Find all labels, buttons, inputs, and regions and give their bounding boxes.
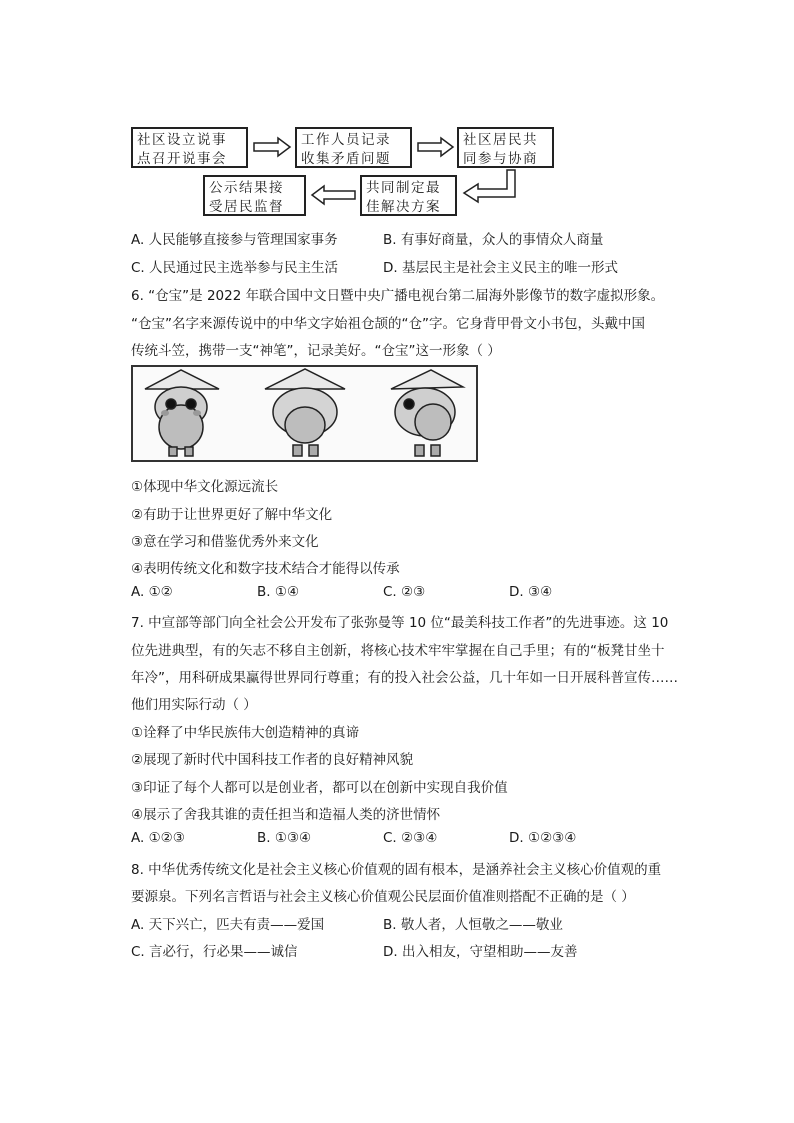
flow-box-3-line1: 社区居民共 (463, 132, 538, 148)
flow-box-4-line1: 共同制定最 (366, 180, 441, 196)
q7-option-d: D. ①②③④ (509, 830, 577, 846)
q7-stem-line4: 他们用实际行动（ ） (131, 697, 257, 713)
q7-statement-1: ①诠释了中华民族伟大创造精神的真谛 (131, 725, 360, 741)
flowchart-arrows (0, 0, 794, 240)
q7-statement-3: ③印证了每个人都可以是创业者，都可以在创新中实现自我价值 (131, 780, 508, 796)
q8-option-a: A. 天下兴亡，匹夫有责——爱国 (131, 917, 325, 933)
arrow-bend-left-icon (464, 170, 515, 202)
q6-option-b: B. ①④ (257, 584, 300, 600)
flow-box-4-line2: 佳解决方案 (366, 199, 441, 215)
q7-stem-line3: 年冷”，用科研成果赢得世界同行尊重；有的投入社会公益，几十年如一日开展科普宣传…… (131, 670, 678, 686)
q6-statement-3: ③意在学习和借鉴优秀外来文化 (131, 534, 319, 550)
q8-option-d: D. 出入相友，守望相助——友善 (383, 944, 578, 960)
q6-option-d: D. ③④ (509, 584, 553, 600)
arrow-left-icon (312, 186, 355, 204)
q6-option-a: A. ①② (131, 584, 173, 600)
q8-stem-line1: 8. 中华优秀传统文化是社会主义核心价值观的固有根本，是涵养社会主义核心价值观的重 (131, 862, 662, 878)
flow-box-1-line1: 社区设立说事 (137, 132, 227, 148)
q5-option-b: B. 有事好商量，众人的事情众人商量 (383, 232, 604, 248)
q7-option-c: C. ②③④ (383, 830, 438, 846)
flow-box-5-line1: 公示结果接 (209, 180, 284, 196)
flow-box-5-line2: 受居民监督 (209, 199, 284, 215)
q7-option-b: B. ①③④ (257, 830, 312, 846)
mascot-side-icon (391, 370, 463, 456)
flow-box-1-line2: 点召开说事会 (137, 151, 227, 167)
flow-box-2-line2: 收集矛盾问题 (301, 151, 391, 167)
flow-box-2-line1: 工作人员记录 (301, 132, 391, 148)
q7-statement-2: ②展现了新时代中国科技工作者的良好精神风貌 (131, 752, 414, 768)
q7-option-a: A. ①②③ (131, 830, 185, 846)
q6-stem-line1: 6. “仓宝”是 2022 年联合国中文日暨中央广播电视台第二届海外影像节的数字虚拟形象。 (131, 288, 665, 304)
flow-box-3-line2: 同参与协商 (463, 151, 538, 167)
q7-statement-4: ④展示了舍我其谁的责任担当和造福人类的济世情怀 (131, 807, 441, 823)
arrow-right-icon (254, 138, 290, 156)
q6-stem-line2: “仓宝”名字来源传说中的中华文字始祖仓颉的“仓”字。它身背甲骨文小书包，头戴中国 (131, 316, 645, 332)
q6-statement-2: ②有助于让世界更好了解中华文化 (131, 507, 333, 523)
q5-option-c: C. 人民通过民主选举参与民主生活 (131, 260, 339, 276)
mascot-front-icon (145, 370, 219, 456)
q7-stem-line2: 位先进典型，有的矢志不移自主创新，将核心技术牢牢掌握在自己手里；有的“板凳甘坐十 (131, 643, 665, 659)
q8-stem-line2: 要源泉。下列名言哲语与社会主义核心价值观公民层面价值准则搭配不正确的是（ ） (131, 889, 635, 905)
q5-option-d: D. 基层民主是社会主义民主的唯一形式 (383, 260, 618, 276)
q6-statement-1: ①体现中华文化源远流长 (131, 479, 279, 495)
q6-option-c: C. ②③ (383, 584, 426, 600)
cangbao-mascot-image (131, 365, 478, 462)
q6-statement-4: ④表明传统文化和数字技术结合才能得以传承 (131, 561, 400, 577)
mascot-back-icon (265, 369, 345, 456)
q6-stem-line3: 传统斗笠，携带一支“神笔”，记录美好。“仓宝”这一形象（ ） (131, 343, 501, 359)
arrow-right-icon (418, 138, 453, 156)
q5-option-a: A. 人民能够直接参与管理国家事务 (131, 232, 338, 248)
q8-option-c: C. 言必行，行必果——诚信 (131, 944, 298, 960)
q8-option-b: B. 敬人者，人恒敬之——敬业 (383, 917, 563, 933)
q7-stem-line1: 7. 中宣部等部门向全社会公开发布了张弥曼等 10 位“最美科技工作者”的先进事迹。这 10 (131, 615, 669, 631)
